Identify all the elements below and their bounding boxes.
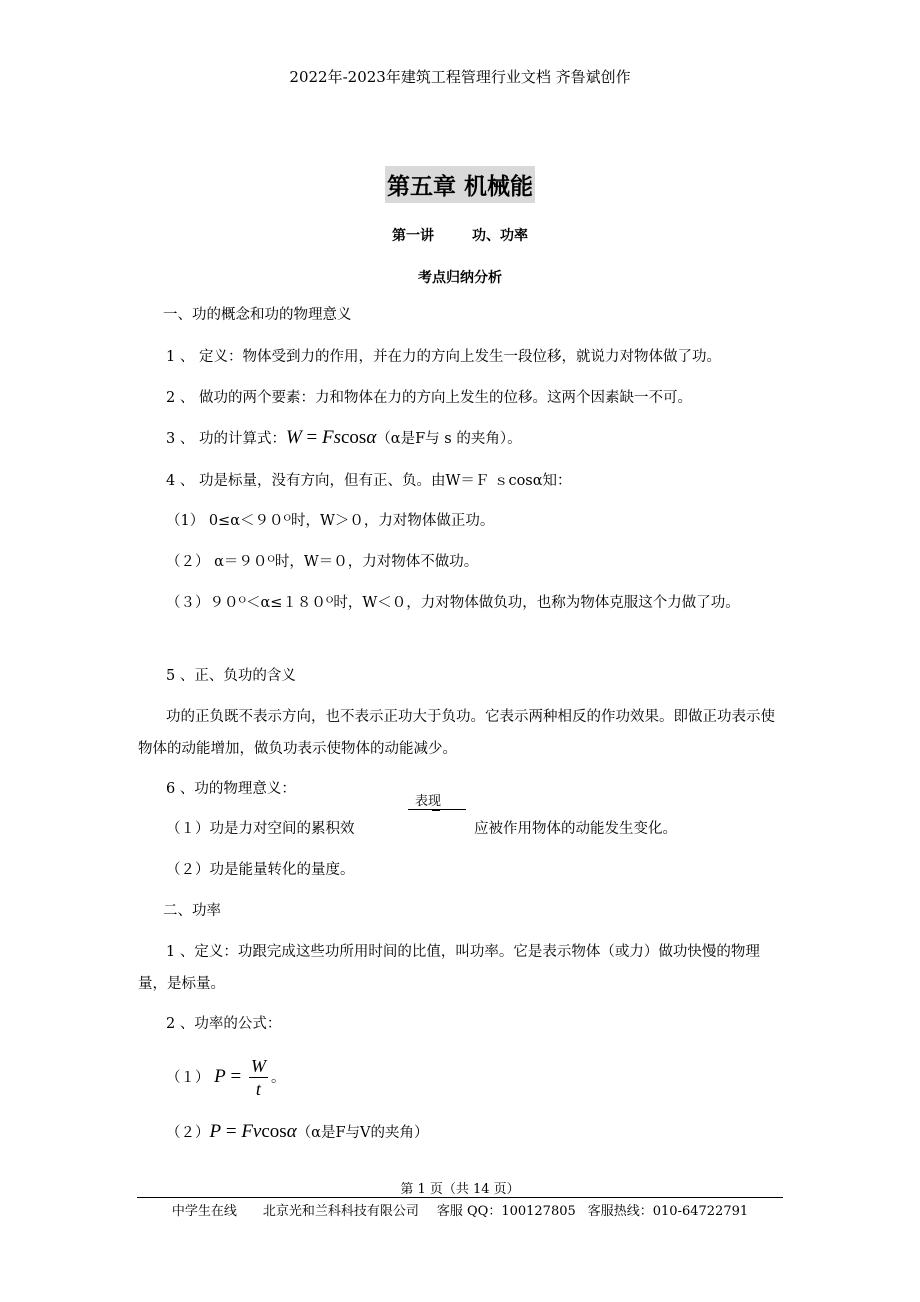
item6-1-right: 应被作用物体的动能发生变化。: [474, 821, 677, 837]
section1-item6-heading: 6 、功的物理意义：: [166, 781, 296, 797]
section1-item3: [166, 422, 522, 455]
power-formula-2: （２）P = Fvcosα（α是F与V的夹角）: [166, 1121, 429, 1142]
work-formula: W = Fscosα: [285, 427, 377, 448]
case-negative-work: （３）９０ᴼ＜α≤１８０ᴼ时，W＜０，力对物体做负功，也称为物体克服这个力做了功。: [166, 595, 740, 611]
footer-hotline: 客服热线：010-64722791: [587, 1204, 749, 1219]
lecture-title: [0, 225, 920, 245]
document-header: 2022年-2023年建筑工程管理行业文档 齐鲁斌创作: [289, 68, 631, 86]
section2-heading: 二、功率: [163, 903, 221, 919]
lecture-topic: 功、功率: [472, 228, 528, 244]
case-zero-work: （２） α＝９０ᴼ时，W＝０，力对物体不做功。: [166, 554, 479, 570]
section1-item4: 4 、 功是标量，没有方向，但有正、负。由W＝Ｆ ｓcosα知：: [166, 473, 572, 489]
section2-item2-heading: 2 、功率的公式：: [166, 1016, 282, 1032]
power-formula-2-math: P = Fvcosα: [209, 1121, 297, 1142]
item6-1-left: （１）功是力对空间的累积效: [166, 821, 355, 837]
power-formula-1-math: P = $\frac{W}{t}$: [214, 1056, 266, 1100]
section1-item5-heading: 5 、正、负功的含义: [166, 668, 296, 684]
chapter-title: 第五章 机械能: [385, 166, 535, 203]
chapter-title-wrap: [0, 166, 920, 203]
item3-suffix: （α是F与 s 的夹角）。: [376, 431, 522, 447]
footer-site: 中学生在线: [171, 1204, 237, 1219]
lecture-number: 第一讲: [392, 228, 434, 244]
arrow-mark: [432, 805, 440, 811]
footer-company: 北京光和兰科科技有限公司: [262, 1204, 419, 1219]
section1-item1: 1 、 定义：物体受到力的作用，并在力的方向上发生一段位移，就说力对物体做了功。: [166, 349, 721, 365]
footer-qq: 客服 QQ：100127805: [436, 1204, 576, 1219]
section1-heading: 一、功的概念和功的物理意义: [163, 307, 352, 323]
section2-item1: 1 、定义：功跟完成这些功所用时间的比值，叫功率。它是表示物体（或力）做功快慢的物理量，是标量。: [138, 944, 760, 992]
item6-2: （２）功是能量转化的量度。: [166, 862, 355, 878]
section1-item2: 2 、 做功的两个要素：力和物体在力的方向上发生的位移。这两个因素缺一不可。: [166, 390, 692, 406]
section1-item5-text: 功的正负既不表示方向，也不表示正功大于负功。它表示两种相反的作功效果。即做正功表示使物体的动能增加，做负功表示使物体的动能减少。: [138, 709, 775, 757]
footer-info: [0, 1200, 920, 1219]
footer-divider: [137, 1197, 783, 1198]
section-subtitle: 考点归纳分析: [418, 270, 502, 286]
item3-prefix: 3 、 功的计算式：: [166, 431, 286, 447]
case-positive-work: （1） 0≤α＜９０ᴼ时，W＞０，力对物体做正功。: [166, 513, 495, 529]
arrow-label: 表现: [415, 794, 442, 809]
page-number: 第 1 页（共 14 页）: [400, 1182, 520, 1197]
power-formula-1: （１） P = $\frac{W}{t}$ 。: [166, 1056, 286, 1100]
